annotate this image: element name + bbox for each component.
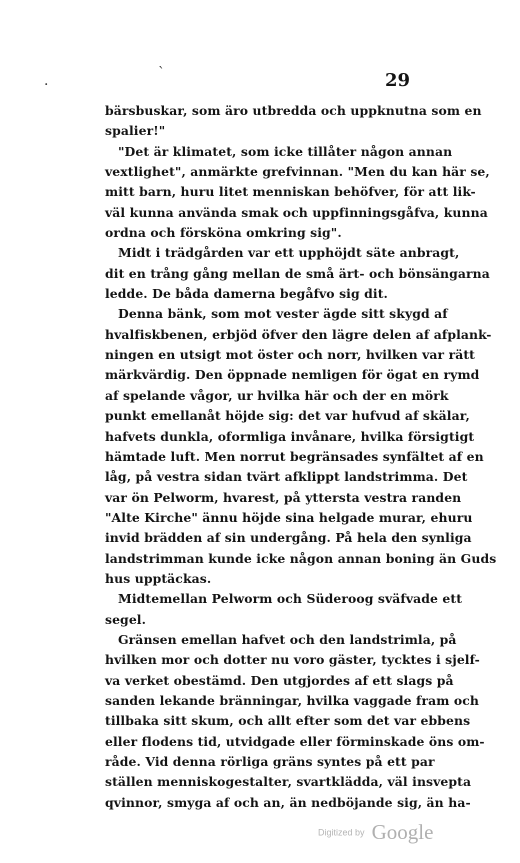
text-line: "Det är klimatet, som icke tillåter någon annan xyxy=(118,143,453,159)
text-line: Gränsen emellan hafvet och den landstrimla, på xyxy=(118,631,457,647)
text-line: låg, på vestra sidan tvärt afklippt landstrimma. Det xyxy=(105,469,468,485)
text-line: Midtemellan Pelworm och Süderoog sväfvade ett xyxy=(118,591,463,607)
text-line: dit en trång gång mellan de små ärt- och bönsängarna xyxy=(105,265,490,281)
text-line: väl kunna använda smak och uppfinningsgåfva, kunna xyxy=(105,204,488,220)
text-line: ledde. De båda damerna begåfvo sig dit. xyxy=(105,286,388,302)
text-line: mitt barn, huru litet menniskan behöfver, för att lik- xyxy=(105,184,476,200)
text-line: hämtade luft. Men norrut begränsades synfältet af en xyxy=(105,448,484,464)
text-line: punkt emellanåt höjde sig: det var hufvud af skälar, xyxy=(105,408,470,424)
digitized-by-label: Digitized by xyxy=(318,827,365,838)
digitization-watermark xyxy=(318,820,433,845)
text-line: Denna bänk, som mot vester ägde sitt skygd af xyxy=(118,306,448,322)
text-line: vextlighet", anmärkte grefvinnan. "Men du kan här se, xyxy=(105,164,490,180)
body-text xyxy=(105,101,497,813)
text-line: var ön Pelworm, hvarest, på yttersta vestra randen xyxy=(105,489,462,505)
text-line: invid brädden af sin undergång. På hela den synliga xyxy=(105,530,472,546)
text-line: Midt i trädgården var ett upphöjdt säte anbragt, xyxy=(118,245,460,261)
text-line: bärsbuskar, som äro utbredda och uppknutna som en xyxy=(105,103,482,118)
text-line: spalier!" xyxy=(105,123,166,139)
text-line: ställen menniskogestalter, svartklädda, väl insvepta xyxy=(105,774,472,790)
text-line: eller flodens tid, utvidgade eller förminskade öns om- xyxy=(105,733,485,749)
page-number: 29 xyxy=(384,70,410,91)
text-line: segel. xyxy=(105,611,147,627)
ink-speck: ` xyxy=(158,65,165,81)
text-line: af spelande vågor, ur hvilka här och der en mörk xyxy=(105,387,449,403)
text-line: landstrimman kunde icke någon annan boning än Guds xyxy=(105,550,497,566)
text-line: hvilken mor och dotter nu voro gäster, tycktes i sjelf- xyxy=(105,652,480,668)
text-line: ningen en utsigt mot öster och norr, hvilken var rätt xyxy=(105,347,475,363)
text-line: hus upptäckas. xyxy=(105,570,212,586)
text-line: råde. Vid denna rörliga gräns syntes på ett par xyxy=(105,754,435,769)
text-line: hvalfiskbenen, erbjöd öfver den lägre delen af afplank- xyxy=(105,326,492,342)
text-line: märkvärdig. Den öppnade nemligen för ögat en rymd xyxy=(105,367,480,383)
text-line: ordna och försköna omkring sig". xyxy=(105,225,342,241)
text-line: "Alte Kirche" ännu höjde sina helgade murar, ehuru xyxy=(105,509,473,525)
text-line: tillbaka sitt skum, och allt efter som det var ebbens xyxy=(105,713,471,729)
ink-speck: · xyxy=(44,77,49,93)
text-line: va verket obestämd. Den utgjordes af ett slags på xyxy=(105,672,454,688)
google-logo: Google xyxy=(371,820,434,844)
text-line: sanden lekande bränningar, hvilka vaggade fram och xyxy=(105,692,479,708)
text-line: qvinnor, smyga af och an, än nedböjande sig, än ha- xyxy=(105,794,471,810)
text-line: hafvets dunkla, oformliga invånare, hvilka försigtigt xyxy=(105,428,475,444)
